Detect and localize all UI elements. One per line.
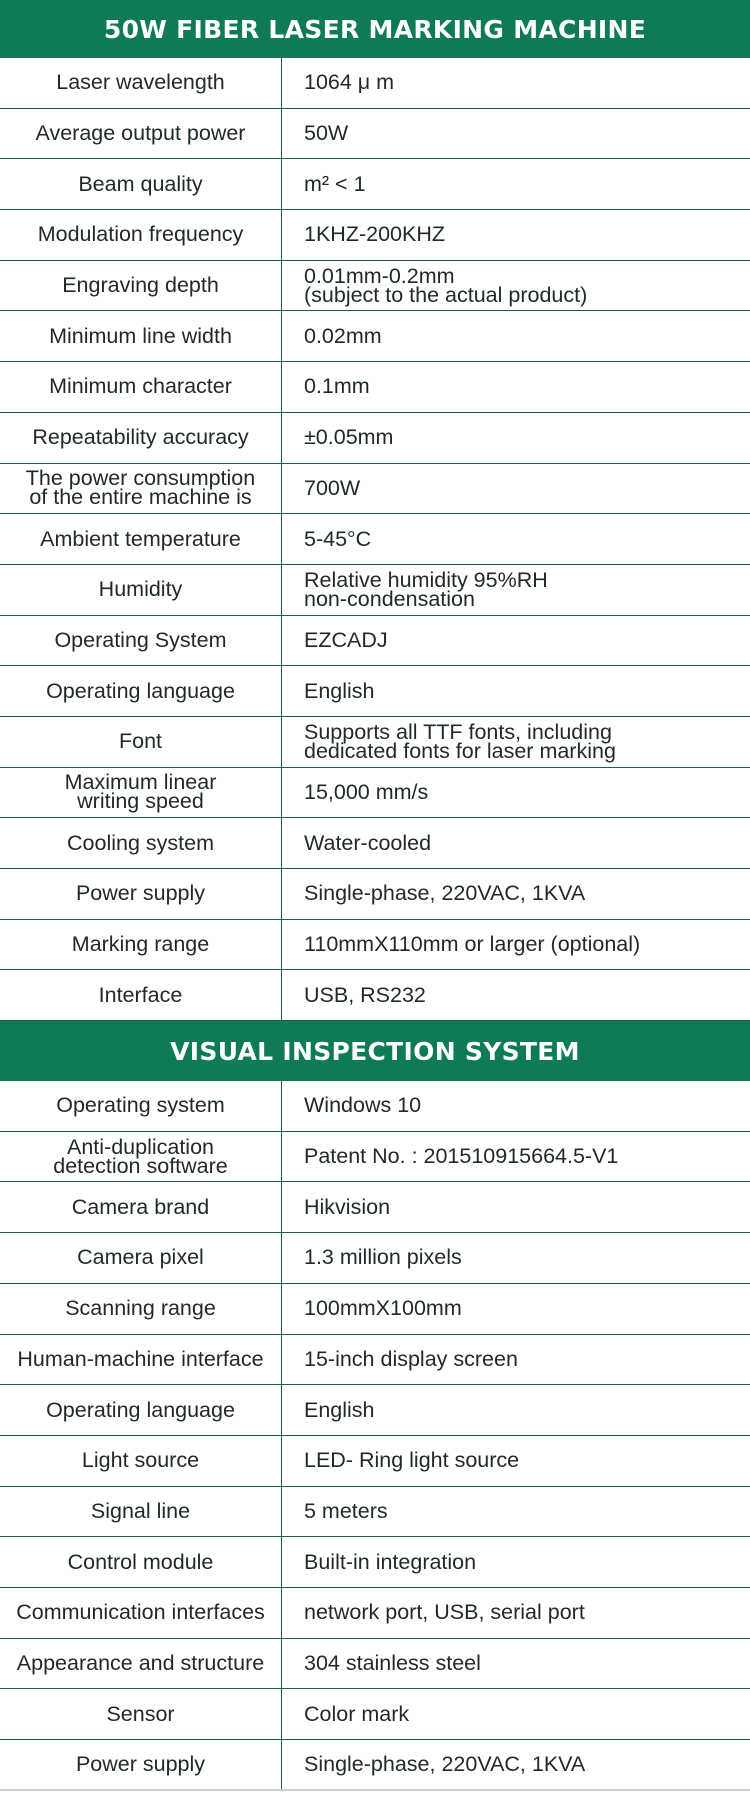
table-row (0, 1436, 750, 1487)
spec-label: Cooling system (0, 818, 282, 868)
spec-label: Minimum character (0, 362, 282, 412)
spec-label: Signal line (0, 1487, 282, 1537)
table-row (0, 413, 750, 464)
spec-value: USB, RS232 (304, 982, 426, 1007)
visual-inspection-section (0, 1021, 750, 1791)
spec-value: EZCADJ (304, 627, 388, 652)
spec-value: Windows 10 (304, 1093, 422, 1118)
spec-label: Sensor (0, 1689, 282, 1739)
spec-label: Modulation frequency (0, 210, 282, 260)
table-row (0, 970, 750, 1021)
spec-value: 5 meters (304, 1498, 388, 1523)
spec-label: Minimum line width (0, 311, 282, 361)
spec-label: Marking range (0, 920, 282, 970)
spec-value: 1064 μ m (304, 70, 395, 95)
spec-value: English (304, 678, 375, 703)
spec-value: Relative humidity 95%RH non-condensation (304, 567, 548, 611)
spec-value: Single-phase, 220VAC, 1KVA (304, 881, 586, 906)
spec-value: 0.02mm (304, 323, 382, 348)
table-row (0, 514, 750, 565)
spec-value: Supports all TTF fonts, including dedicated fonts for laser marking (304, 719, 616, 763)
table-row (0, 1740, 750, 1791)
spec-label: Font (0, 717, 282, 767)
spec-value: Patent No. : 201510915664.5-V1 (304, 1144, 619, 1169)
table-row (0, 869, 750, 920)
table-row (0, 311, 750, 362)
spec-table (0, 58, 750, 1021)
spec-label: Operating language (0, 666, 282, 716)
spec-label: Appearance and structure (0, 1639, 282, 1689)
table-row (0, 565, 750, 616)
spec-value: 0.1mm (304, 374, 370, 399)
table-row (0, 1537, 750, 1588)
spec-label: Repeatability accuracy (0, 413, 282, 463)
spec-label: Communication interfaces (0, 1588, 282, 1638)
table-row (0, 1385, 750, 1436)
table-row (0, 1639, 750, 1690)
spec-value: 0.01mm-0.2mm (subject to the actual product) (304, 263, 588, 307)
spec-label: Light source (0, 1436, 282, 1486)
spec-label: Operating System (0, 616, 282, 666)
spec-label: Humidity (0, 565, 282, 615)
table-row (0, 1588, 750, 1639)
section-title: VISUAL INSPECTION SYSTEM (0, 1021, 750, 1081)
table-row (0, 616, 750, 667)
spec-value: 15,000 mm/s (304, 779, 429, 804)
spec-value: Single-phase, 220VAC, 1KVA (304, 1752, 586, 1777)
table-row (0, 768, 750, 819)
table-row (0, 1689, 750, 1740)
spec-label: Average output power (0, 109, 282, 159)
table-row (0, 1233, 750, 1284)
spec-value: Water-cooled (304, 830, 432, 855)
table-row (0, 666, 750, 717)
table-row (0, 818, 750, 869)
spec-value: 50W (304, 121, 349, 146)
spec-value: English (304, 1397, 375, 1422)
spec-value: LED- Ring light source (304, 1448, 520, 1473)
table-row (0, 920, 750, 971)
spec-value: Built-in integration (304, 1549, 477, 1574)
spec-value: 1KHZ-200KHZ (304, 222, 445, 247)
spec-label: The power consumption of the entire machine is (0, 464, 282, 514)
spec-label: Maximum linear writing speed (0, 768, 282, 818)
spec-label: Human-machine interface (0, 1335, 282, 1385)
table-row (0, 464, 750, 515)
spec-label: Power supply (0, 869, 282, 919)
table-row (0, 58, 750, 109)
spec-label: Laser wavelength (0, 58, 282, 108)
spec-value: 110mmX110mm or larger (optional) (304, 932, 641, 957)
spec-value: 15-inch display screen (304, 1346, 518, 1371)
bottom-divider (0, 1789, 750, 1791)
spec-value: ±0.05mm (304, 425, 394, 450)
spec-label: Engraving depth (0, 261, 282, 311)
spec-label: Operating language (0, 1385, 282, 1435)
spec-value: Hikvision (304, 1194, 391, 1219)
spec-value: network port, USB, serial port (304, 1600, 585, 1625)
table-row (0, 1335, 750, 1386)
table-row (0, 159, 750, 210)
spec-label: Anti-duplication detection software (0, 1132, 282, 1182)
spec-label: Scanning range (0, 1284, 282, 1334)
spec-label: Operating system (0, 1081, 282, 1131)
table-row (0, 1182, 750, 1233)
section-title: 50W FIBER LASER MARKING MACHINE (0, 0, 750, 58)
spec-value: 304 stainless steel (304, 1650, 481, 1675)
table-row (0, 1284, 750, 1335)
table-row (0, 210, 750, 261)
table-row (0, 1132, 750, 1183)
spec-label: Control module (0, 1537, 282, 1587)
table-row (0, 1487, 750, 1538)
spec-table (0, 1081, 750, 1791)
spec-value: 1.3 million pixels (304, 1245, 462, 1270)
spec-label: Camera brand (0, 1182, 282, 1232)
spec-value: 700W (304, 475, 361, 500)
spec-label: Beam quality (0, 159, 282, 209)
spec-value: 100mmX100mm (304, 1296, 462, 1321)
spec-label: Interface (0, 970, 282, 1020)
spec-value: 5-45°C (304, 526, 372, 551)
table-row (0, 109, 750, 160)
spec-value: m² < 1 (304, 171, 366, 196)
spec-label: Ambient temperature (0, 514, 282, 564)
spec-label: Power supply (0, 1740, 282, 1790)
table-row (0, 362, 750, 413)
table-row (0, 1081, 750, 1132)
spec-value: Color mark (304, 1701, 410, 1726)
spec-label: Camera pixel (0, 1233, 282, 1283)
table-row (0, 261, 750, 312)
table-row (0, 717, 750, 768)
